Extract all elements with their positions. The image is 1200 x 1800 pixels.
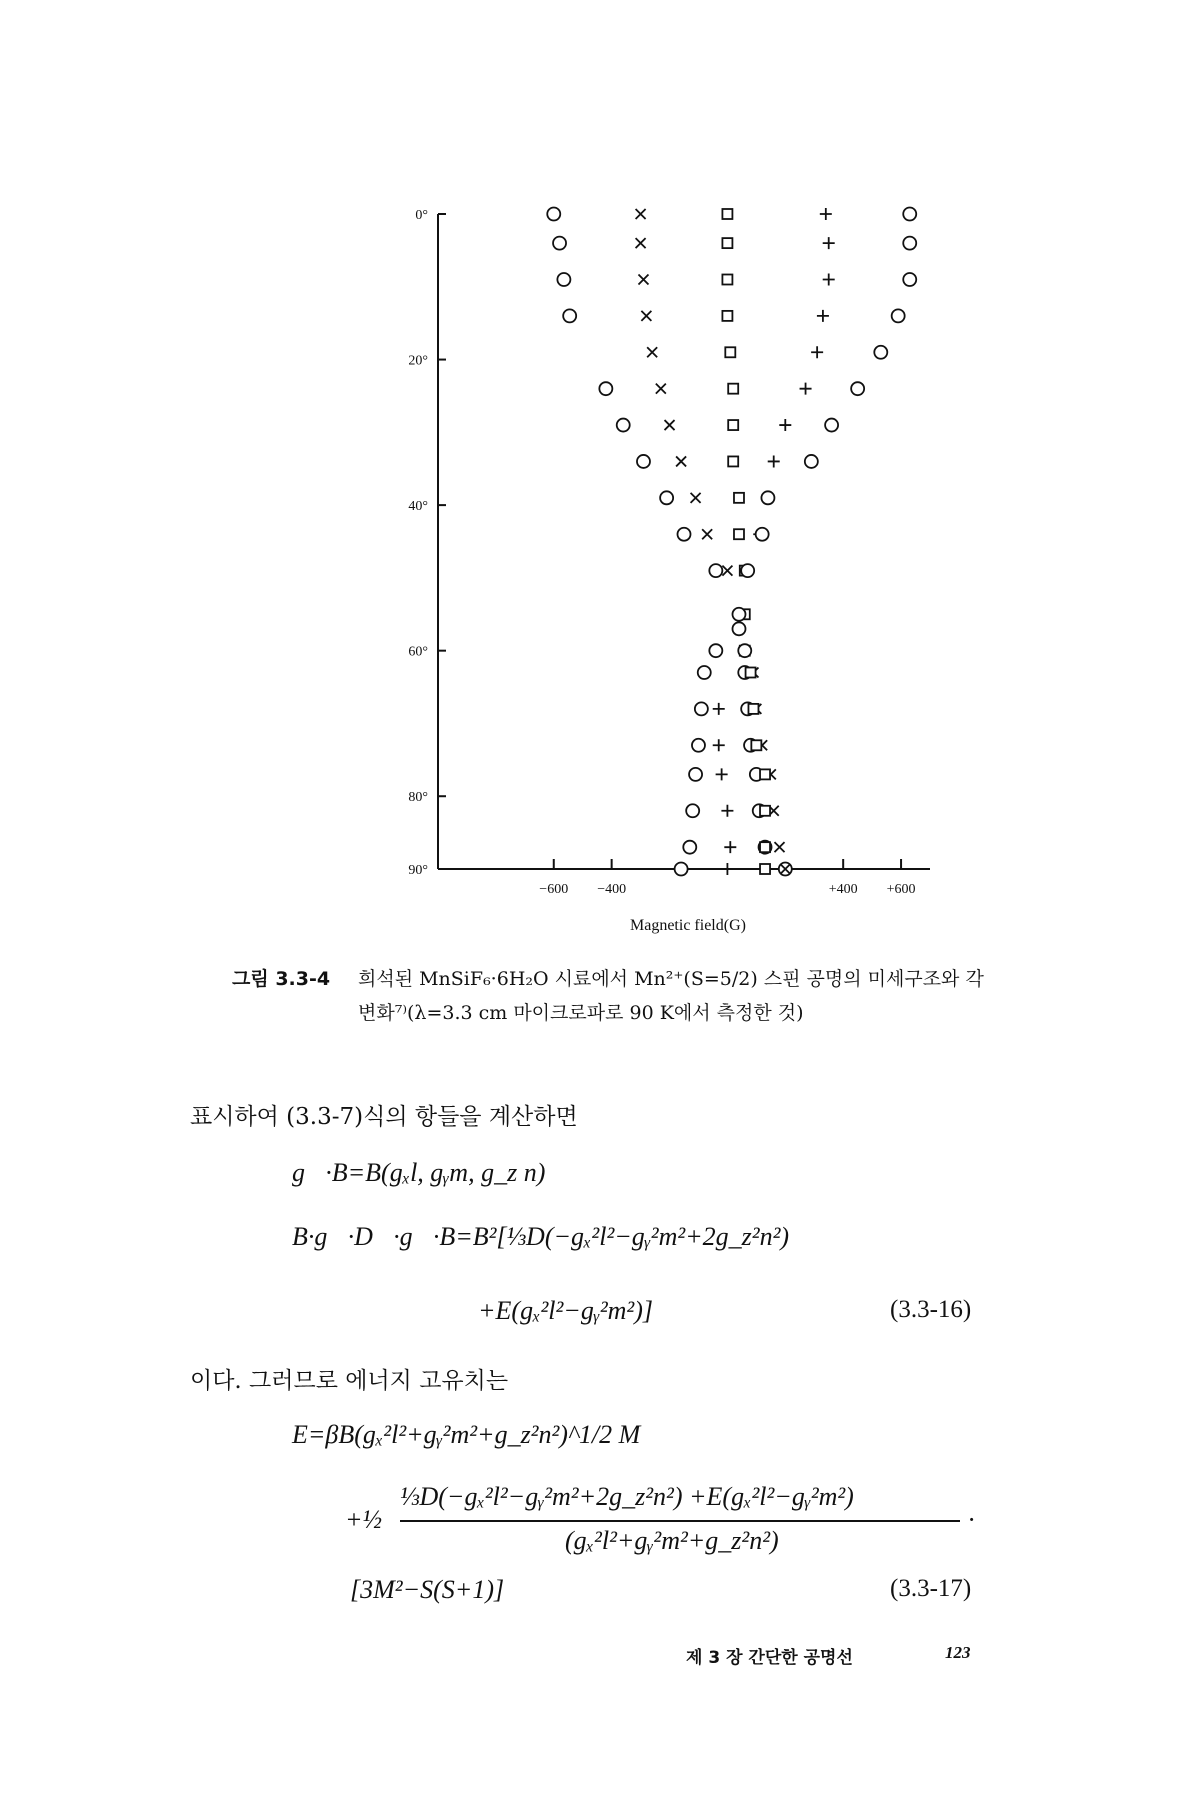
data-point-square [722, 311, 732, 321]
data-point-plus [823, 274, 835, 286]
data-point-circle [825, 419, 838, 432]
data-point-plus [811, 346, 823, 358]
data-point-circle [903, 208, 916, 221]
x-axis-label: Magnetic field(G) [630, 917, 746, 934]
data-point-circle [660, 491, 673, 504]
paragraph-energy: 이다. 그러므로 에너지 고유치는 [190, 1368, 509, 1394]
y-tick-label: 90° [408, 863, 428, 878]
data-point-circle [761, 491, 774, 504]
paragraph-intro: 표시하여 (3.3-7)식의 항들을 계산하면 [190, 1104, 578, 1130]
y-tick-label: 80° [408, 790, 428, 806]
data-point-x [636, 238, 646, 248]
equation-e-term: +E(gₓ²l²−gᵧ²m²)] [478, 1296, 653, 1325]
data-point-square [725, 347, 735, 357]
data-point-square [728, 456, 738, 466]
x-tick-label: −600 [539, 882, 569, 897]
equation-energy: E=βB(gₓ²l²+gᵧ²m²+g_z²n²)^1/2 M [292, 1420, 641, 1449]
data-point-x [722, 566, 732, 576]
caption-label: 그림 3.3-4 [232, 968, 331, 990]
x-tick-label: −400 [597, 882, 627, 897]
data-point-circle [874, 346, 887, 359]
data-point-circle [709, 564, 722, 577]
data-point-circle [547, 208, 560, 221]
data-point-circle [686, 804, 699, 817]
y-tick-label: 0° [415, 208, 428, 223]
data-point-circle [599, 382, 612, 395]
data-point-circle [732, 608, 745, 621]
data-point-plus [768, 455, 780, 467]
data-point-square [748, 704, 758, 714]
data-point-plus [820, 208, 832, 220]
page-number: 123 [945, 1643, 971, 1662]
data-point-circle [557, 273, 570, 286]
data-point-plus [823, 237, 835, 249]
data-point-circle [741, 564, 754, 577]
data-point-square [722, 275, 732, 285]
data-point-square [728, 420, 738, 430]
chart-marks [547, 208, 916, 876]
data-point-circle [617, 419, 630, 432]
data-point-square [734, 493, 744, 503]
data-point-circle [709, 644, 722, 657]
data-point-circle [698, 666, 711, 679]
data-point-square [722, 238, 732, 248]
y-tick-label: 20° [408, 353, 428, 369]
data-point-circle [892, 309, 905, 322]
data-point-x [676, 456, 686, 466]
equation-spin-term: [3M²−S(S+1)] [350, 1575, 505, 1604]
equation-bgdgb: B·g⃡·D⃡·g⃡·B=B²[⅓D(−gₓ²l²−gᵧ²m²+2g_z²n²) [292, 1222, 790, 1251]
data-point-plus [779, 419, 791, 431]
x-tick-label: +600 [886, 882, 916, 897]
data-point-plus [724, 841, 736, 853]
data-point-circle [732, 622, 745, 635]
y-tick-label: 40° [408, 499, 428, 515]
equation-number-16: (3.3-16) [890, 1296, 972, 1323]
data-point-x [656, 384, 666, 394]
fraction-bar [400, 1520, 960, 1522]
data-point-circle [851, 382, 864, 395]
data-point-circle [756, 528, 769, 541]
data-point-x [638, 275, 648, 285]
data-point-plus [800, 383, 812, 395]
y-tick-label: 60° [408, 644, 428, 660]
data-point-circle [903, 237, 916, 250]
data-point-x [647, 347, 657, 357]
data-point-square [760, 769, 770, 779]
data-point-plus [716, 768, 728, 780]
caption-text: 희석된 MnSiF₆·6H₂O 시료에서 Mn²⁺(S=5/2) 스핀 공명의 미세구조와 각변화⁷⁾(λ=3.3 cm 마이크로파로 90 K에서 측정한 것) [358, 968, 984, 1024]
data-point-square [760, 842, 770, 852]
data-point-square [722, 209, 732, 219]
equation-g-b: g⃡·B=B(gₓl, gᵧm, g_z n) [292, 1158, 546, 1187]
data-point-x [641, 311, 651, 321]
equation-fraction-denominator: (gₓ²l²+gᵧ²m²+g_z²n²) [565, 1526, 779, 1555]
data-point-circle [675, 863, 688, 876]
data-point-circle [553, 237, 566, 250]
data-point-circle [903, 273, 916, 286]
data-point-circle [692, 739, 705, 752]
data-point-circle [805, 455, 818, 468]
equation-dot: · [968, 1505, 975, 1534]
data-point-x [702, 529, 712, 539]
data-point-circle [695, 702, 708, 715]
equation-number-17: (3.3-17) [890, 1575, 972, 1602]
data-point-circle [689, 768, 702, 781]
x-tick-label: +400 [828, 882, 858, 897]
data-point-circle [683, 841, 696, 854]
data-point-plus [713, 739, 725, 751]
data-point-plus [713, 703, 725, 715]
data-point-square [760, 806, 770, 816]
data-point-circle [678, 528, 691, 541]
data-point-plus [721, 805, 733, 817]
data-point-square [746, 668, 756, 678]
data-point-plus [817, 310, 829, 322]
data-point-circle [738, 644, 751, 657]
chapter-footer: 제 3 장 간단한 공명선 [686, 1648, 853, 1668]
data-point-x [665, 420, 675, 430]
equation-half-prefix: +½ [345, 1505, 383, 1534]
data-point-square [734, 529, 744, 539]
data-point-circle [637, 455, 650, 468]
data-point-x [691, 493, 701, 503]
equation-fraction-numerator: ⅓D(−gₓ²l²−gᵧ²m²+2g_z²n²) +E(gₓ²l²−gᵧ²m²) [400, 1482, 854, 1511]
chart-axes [408, 208, 930, 897]
data-point-square [751, 740, 761, 750]
data-point-square [760, 864, 770, 874]
data-point-circle [563, 309, 576, 322]
data-point-x [636, 209, 646, 219]
data-point-square [728, 384, 738, 394]
data-point-plus [721, 863, 733, 875]
figure-caption [232, 962, 992, 1030]
data-point-x [775, 842, 785, 852]
